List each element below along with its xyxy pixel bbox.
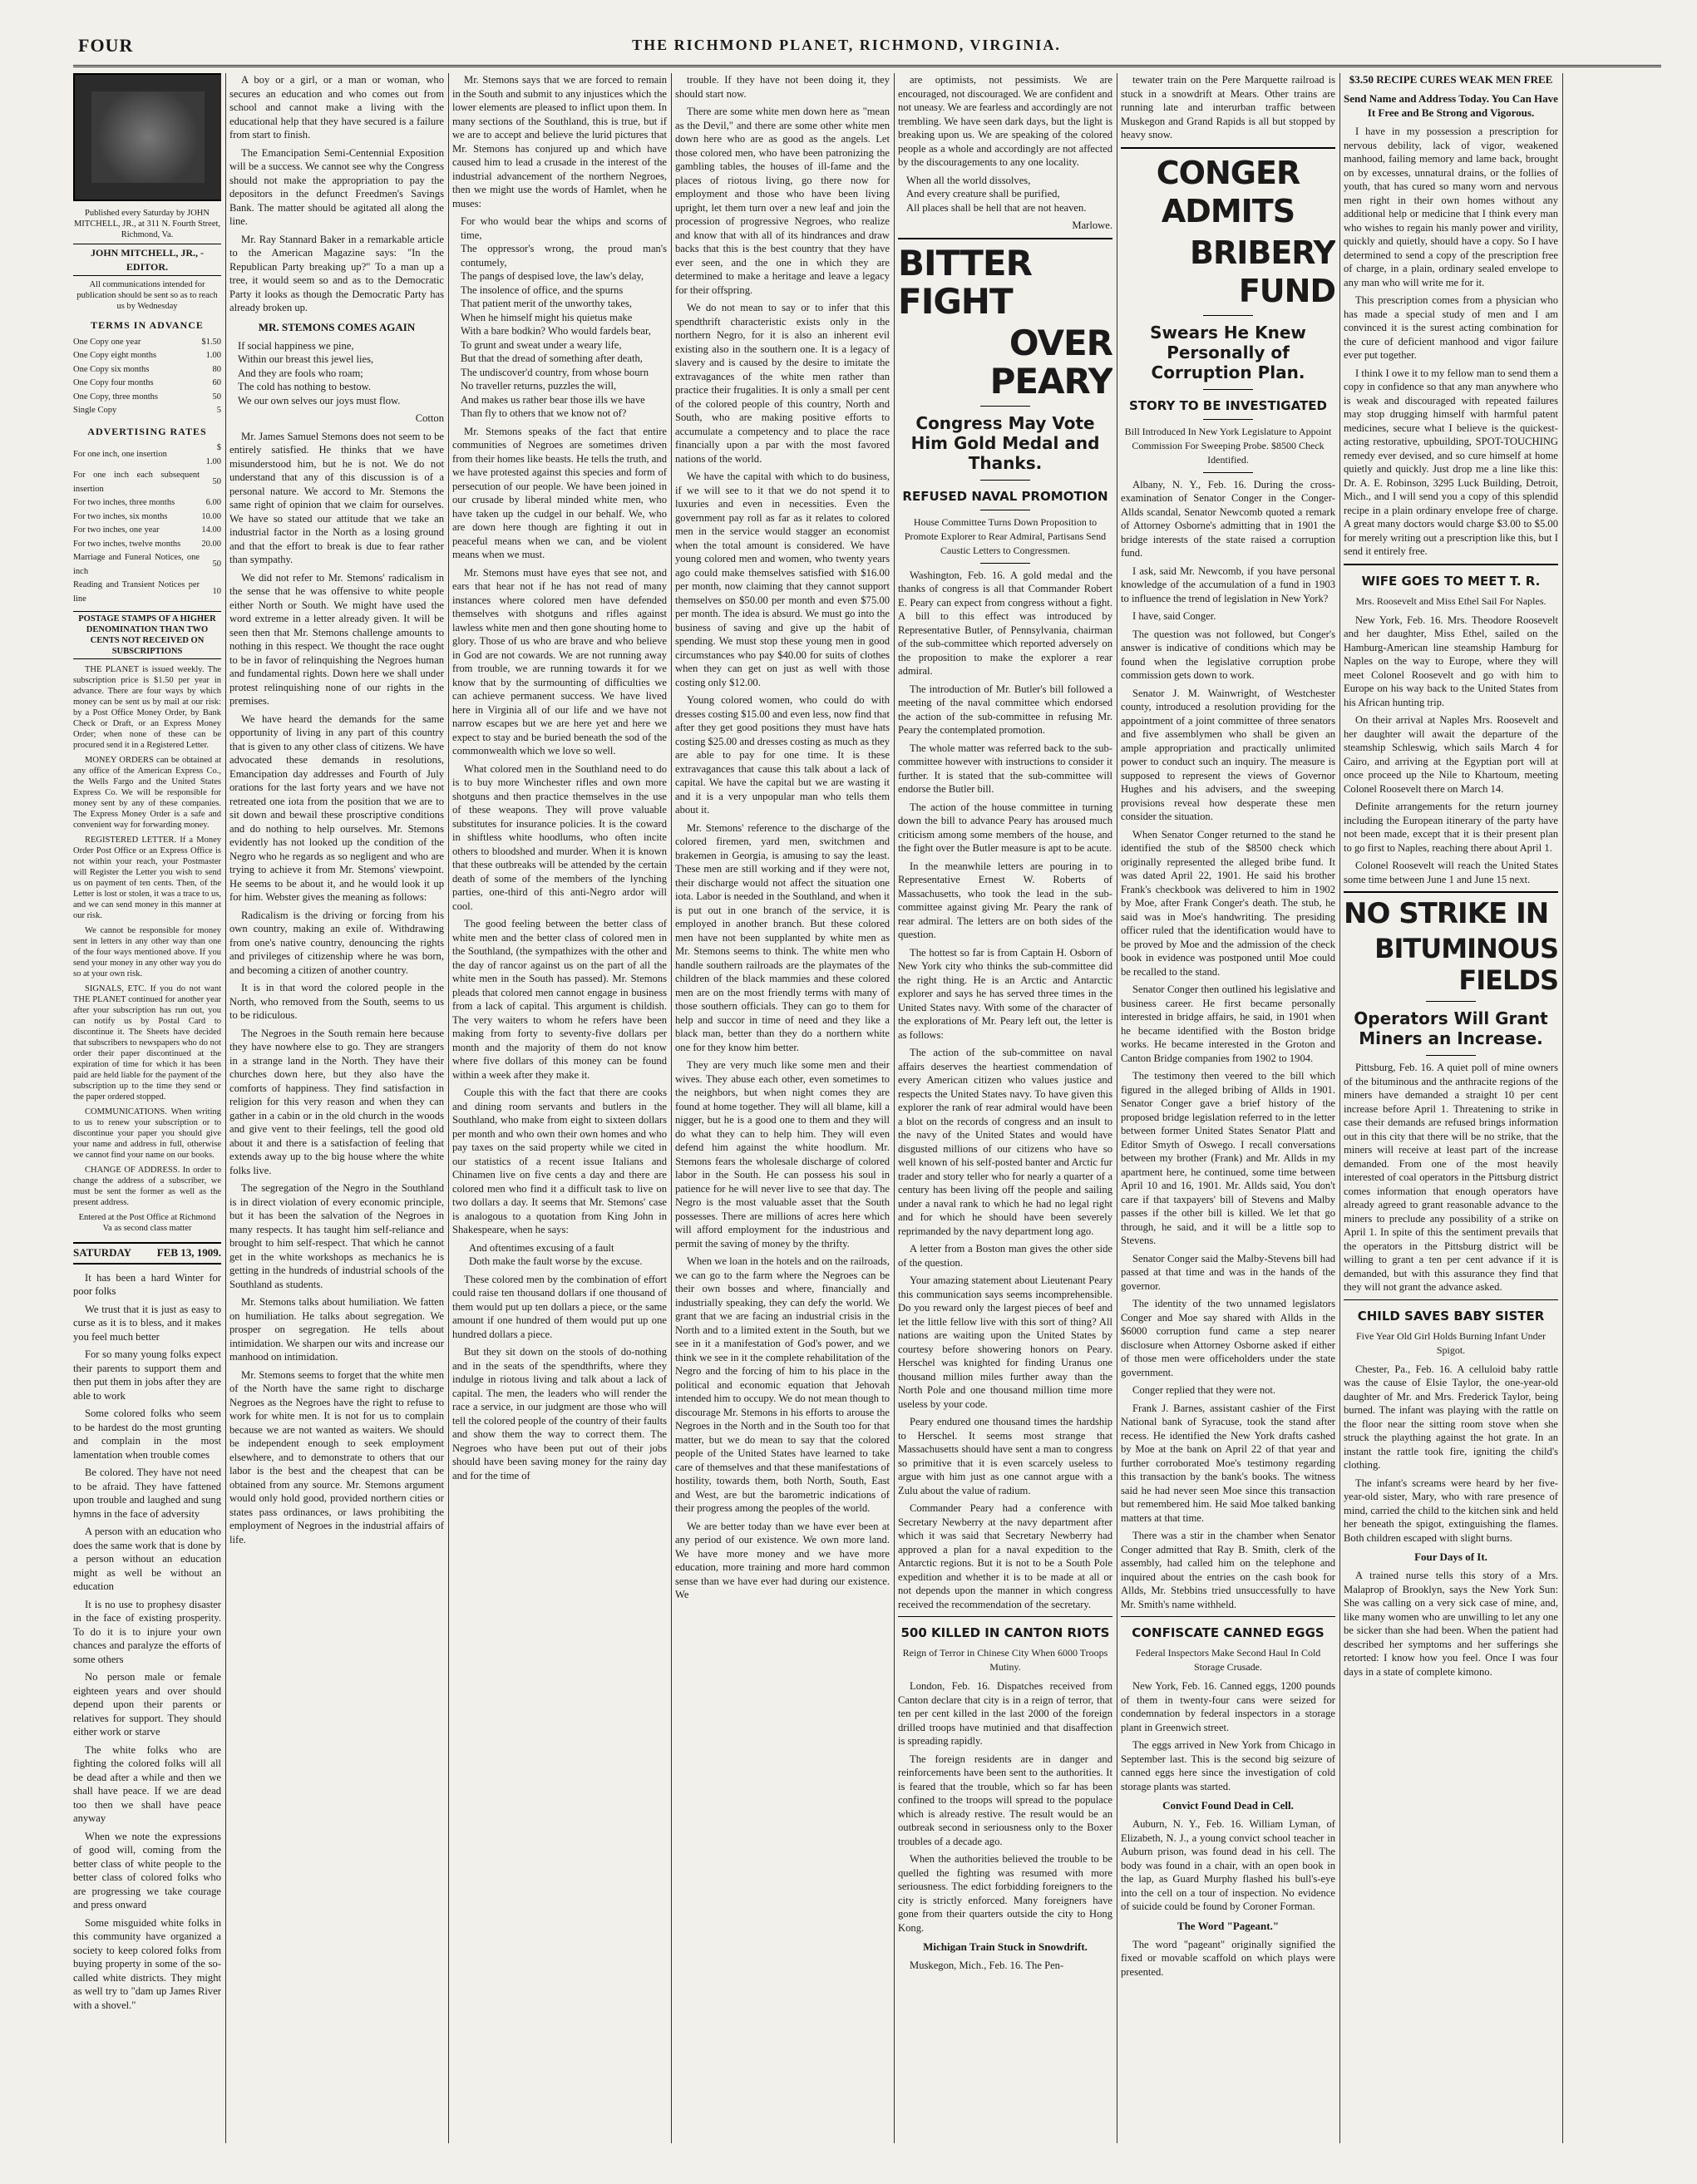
rate-value: $ 1.00 <box>205 443 221 466</box>
rate-label: For two inches, six months <box>73 511 168 521</box>
article-paragraph: What colored men in the Southland need to do is to buy more Winchester rifles and own more shotguns and then practice themselves in the use of these weapons. They will prove valuable substitutes for insurance policies. It is the coward in shiftless white hoodlums, who often incite others to bloodshed and murder. When it is known that these outbreaks will be attended by the certain death of some of the members of the lynching parties, one-third of this anti-Negro ardor will cool. <box>452 762 667 912</box>
story-paragraph: The action of the sub-committee on naval affairs deserves the heartiest commendation of every American citizen who values justice and respects the United States navy. To have given this explorer the rank of rear admiral would have been a blot on the records of congress and an insult to the navy of the United States and would have disgusted millions of our citizens who have so well known of his self-posted banter and Arctic fur trader and story teller who for nearly a quarter of a century has been living off the people and sailing under a naval rank to which he had no legal right and for which he should have been severely reprimanded by the navy department long ago. <box>898 1047 1112 1237</box>
story-paragraph: Washington, Feb. 16. A gold medal and the thanks of congress is all that Commander Robert E. Peary can expect from congress without a fight. A bill to this effect was introduced by Representative Butler, of Pennsylvania, chairman of the sub-committee which reported adversely on the proposition to make the explorer a rear admiral. <box>898 569 1112 677</box>
conger-headline-1: CONGER ADMITS <box>1156 154 1300 229</box>
dateline <box>73 1242 221 1265</box>
editorial-paragraph: Be colored. They have not need to be afraid. They have fattened upon trouble and laughed and sung hymns in the face of adversity <box>73 1467 221 1520</box>
rate-row <box>73 469 221 496</box>
article-paragraph: The Negroes in the South remain here because they have nowhere else to go. They are strangers in a strange land in the North. They have their churches down here, but they also have the comforts of happiness. They find satisfaction in religion for this very reason and when they can gather in a cabin or in the old church in the woods and give vent to their feelings, tell the good old about it and there is a satisfaction of feeling that extends away up to the big house where the white folks live. <box>229 1027 444 1176</box>
child-subhead: Five Year Old Girl Holds Burning Infant Under Spigot. <box>1356 1329 1546 1356</box>
article-paragraph: When we loan in the hotels and on the railroads, we can go to the farm where the Negroes can be their own bosses and where, financially and industrially speaking, they can defy the world. We grant that we are facing an industrial crisis in the North and to a limited extent in the South, but we see in it a manifestation of God's power, and we think we see in it the complete rehabilitation of the Negro and the forcing of him to his place in the political and economic equation that Jehovah intended him to occupy. We do not mean though to discourage Mr. Stemons in his efforts to arouse the Negroes in the North and in the South too for that matter, but we do mean to say that the colored people of the United States have learned to take care of themselves and that these manifestations of hostility, towards them, both North, South, East and West, are but the barometric indications of their progress among the peoples of the world. <box>675 1255 890 1514</box>
dateline-day: SATURDAY <box>73 1246 132 1259</box>
article-paragraph: We have the capital with which to do business, if we will see to it that we do not spend it to luxuries and even in necessities. Even the government pay roll as far as it relates to colored men in the service would stagger an economist when the total amount is considered. We have young colored men and women, who twenty years ago could make themselves satisfied with $16.00 per month, now claiming that they cannot support themselves on $50.00 per month and even $75.00 per month. The idea is absurd. We must go into the business of saving and give up the habit of spending. We must stop these young men in good circumstances who pay $40.00 for suits of clothes when they can get on just as well with those costing only $12.00. <box>675 471 890 688</box>
column-7 <box>1344 73 1558 2143</box>
rate-label: For one inch each subsequent insertion <box>73 471 200 494</box>
article-paragraph: trouble. If they have not been doing it, they should start now. <box>675 74 890 100</box>
rate-label: For two inches, twelve months <box>73 539 181 549</box>
editorial-paragraph: When we note the expressions of good will, coming from the better class of white people to the better class of colored folks who are progressing we take courage and press onward <box>73 1830 221 1910</box>
conger-headline-2: BRIBERY FUND <box>1190 234 1335 309</box>
story-paragraph: The hottest so far is from Captain H. Osborn of New York city who thinks the sub-committee did the right thing. He is an Arctic and Antarctic explorer and says he has served three times in the United States navy. With some of the character of the explorations of Mr. Peary left out, the letter is as follows: <box>898 946 1112 1041</box>
publisher-line: Published every Saturday by JOHN MITCHELL, JR., at 311 N. Fourth Street, Richmond, Va. <box>73 209 221 239</box>
subscription-info <box>73 664 221 1234</box>
canton-story <box>898 1679 1112 1935</box>
article-paragraph: We did not refer to Mr. Stemons' radicalism in the sense that he was offensive to white people either North or South. We might have used the word extreme in a letter already given. It will be seen then that Mr. Stemons challenge amounts to nothing in this respect. We thought the race ought to be in favor of relinquishing the Negroes human and fundamental rights. Down here we shall under protest relinquishing none of our rights in the premises. <box>229 571 444 707</box>
poem-attribution: Marlowe. <box>1072 219 1112 231</box>
story-paragraph: I ask, said Mr. Newcomb, if you have personal knowledge of the accumulation of a fund in 1903 to influence the trend of legislation in New York? <box>1121 564 1335 604</box>
stemons-heading: MR. STEMONS COMES AGAIN <box>258 320 416 333</box>
dateline-date: FEB 13, 1909. <box>156 1246 221 1259</box>
editorial-paragraph: We trust that it is just as easy to curse as it is to bless, and it makes you feel much better <box>73 1303 221 1343</box>
column-4 <box>675 73 890 2143</box>
article-paragraph: They are very much like some men and their wives. They abuse each other, even sometimes to the neighbors, but when night comes they are found at home together. They will all blame, kill a nigger, but he is a good one to them and they will do what they can to help him. They will even defend him against the white hoodlum. Mr. Stemons fears the wholesale discharge of colored labor in the South. He can possess his soul in patience for he will never live to see that day. The Negro is the most valuable asset that the South possesses. There are millions of acres here which will afford employment for the industrious and permit the saving of money by the thrifty. <box>675 1059 890 1250</box>
story-paragraph: The infant's screams were heard by her five-year-old sister, Mary, who with rare presence of mind, carried the child to the kitchen sink and held her beneath the spigot, extinguishing the flames. Both children escaped with slight burns. <box>1344 1477 1558 1544</box>
article-paragraph: Mr. Stemons talks about humiliation. We fatten on humiliation. He talks about segregation. We prosper on segregation. He tells about intimidation. We sharpen our wits and increase our manhood on intimidation. <box>229 1296 444 1363</box>
story-paragraph: There was a stir in the chamber when Senator Conger admitted that Ray B. Smith, clerk of the assembly, had called him on the telephone and inquired about the entries on the cash book for Allds, Mr. Stebbins tried unsuccessfully to have Mr. Smith's name withheld. <box>1121 1530 1335 1610</box>
story-paragraph: Peary endured one thousand times the hardship to Herschel. It seems most strange that Massachusetts should have sent a man to congress so primitive that it is even scarcely useless to argue with him just as one cannot argue with a Zulu about the value of radium. <box>898 1416 1112 1496</box>
rate-value: 14.00 <box>201 525 221 535</box>
story-paragraph: Definite arrangements for the return journey including the European itinerary of the party have not been made, except that it is their present plan to go first to Naples, reaching there about April 1. <box>1344 801 1558 854</box>
rate-value: 5 <box>216 406 221 415</box>
article-paragraph: It is in that word the colored people in the North, who removed from the South, seems to us to be ridiculous. <box>229 982 444 1021</box>
story-paragraph: The identity of the two unnamed legislators Conger and Moe say shared with Allds in the $6000 corruption fund came a step nearer disclosure when Attorney Osborne asked if either of those men were officeholders under the state government. <box>1121 1298 1335 1378</box>
rate-value: 6.00 <box>205 498 221 507</box>
rate-label: For two inches, three months <box>73 498 175 507</box>
rate-row <box>73 579 221 606</box>
ad-paragraph: This prescription comes from a physician who has made a special study of men and I am convinced it is the surest acting combination for the cure of deficient manhood and vigor failure ever put together. <box>1344 294 1558 361</box>
story-paragraph: Senator Conger then outlined his legislative and business career. He first became personally interested in bridge affairs, he said, in 1901 when he became identified with the Boston bridge works. He became interested in the Groton and Canton Bridge companies from 1902 to 1904. <box>1121 984 1335 1064</box>
rate-row <box>73 363 221 377</box>
article-paragraph: Radicalism is the driving or forcing from his own country, making an exile of. Withdrawing from one's native country, denouncing the rights and privileges of citizenship where he was born, and becoming a citizen of another country. <box>229 909 444 976</box>
rate-row <box>73 349 221 363</box>
peary-story <box>898 569 1112 1612</box>
strike-headline-2: BITUMINOUS FIELDS <box>1374 933 1558 996</box>
pageant-headline: The Word "Pageant." <box>1177 1919 1280 1932</box>
rate-row <box>73 336 221 350</box>
rate-row <box>73 510 221 525</box>
rate-value: 50 <box>212 392 221 402</box>
info-paragraph: We cannot be responsible for money sent in letters in any other way than one of the four ways mentioned above. If you send your money in any other way you do so at your own risk. <box>73 926 221 979</box>
communications-note: All communications intended for publication should be sent so as to reach us by Wednesday <box>76 280 218 311</box>
rate-value: $1.50 <box>201 337 221 347</box>
rate-label: For two inches, one year <box>73 525 160 535</box>
article-paragraph: Mr. James Samuel Stemons does not seem to be entirely satisfied. He thinks that we have misunderstood him, but he is not. We do not understand that any of this discussion is of a personal nature. We accord to Mr. Stemons the same right of opinion that we claim for ourselves. We have so stated our attitude that we take an industrial factor in the North as a losing ground and that the effort to break is due to fear rather than sympathy. <box>229 430 444 565</box>
peary-deck: REFUSED NAVAL PROMOTION <box>902 488 1108 504</box>
rate-row <box>73 377 221 391</box>
stemons-article-body <box>229 430 444 1547</box>
rate-value: 20.00 <box>201 539 221 549</box>
rate-value: 50 <box>212 560 221 569</box>
eggs-story <box>1121 1679 1335 1793</box>
article-paragraph: Mr. Ray Stannard Baker in a remarkable article to the American Magazine says: "In the Republican Party breaking up?" To a man up a tree, it would seem so and as to the Democratic Party it looks as though the Democratic Party has already broken up. <box>229 233 444 313</box>
conger-summary: Bill Introduced In New York Legislature to Appoint Commission For Sweeping Probe. $8500 Check Identified. <box>1124 425 1332 466</box>
article-paragraph: But they sit down on the stools of do-nothing and in the seats of the spendthrifts, where they indulge in riotous living and talk about a lack of capital. The men, the leaders who will render the race a service, in our judgment are those who will tell the colored people of the country of their faults and show them the way to correct them. The Negroes who have been put out of their jobs should have been saving money for the rainy day and for the time of <box>452 1346 667 1481</box>
article-paragraph: The good feeling between the better class of white men and the better class of colored men in the Southland, (the sympathizes with the other and the day of rancor against us on the part of all the white men in the South has passed). Mr. Stemons pleads that colored men cannot engage in business from a lack of capital. This argument is childish. The very waiters to whom he refers have been making from forty to seventy-five dollars per month and the majority of them do not know where five dollars of this money can be found within a week after they make it. <box>452 918 667 1081</box>
michigan-headline: Michigan Train Stuck in Snowdrift. <box>923 1940 1088 1953</box>
story-paragraph: A letter from a Boston man gives the other side of the question. <box>898 1243 1112 1269</box>
planet-logo-image <box>73 73 221 201</box>
column-3 <box>452 73 667 2143</box>
info-paragraph: THE PLANET is issued weekly. The subscription price is $1.50 per year in advance. There are four ways by which money can be sent us by mail at our risk: by a Post Office Money Order, by Bank Check or Draft, or an Express Money Order; when none of these can be procured send it in a Registered Letter. <box>73 665 221 750</box>
poem-attribution: Cotton <box>415 412 444 424</box>
rate-value: 10 <box>212 587 221 597</box>
rate-value: 80 <box>212 364 221 374</box>
conger-story <box>1121 478 1335 1612</box>
child-headline: CHILD SAVES BABY SISTER <box>1357 1308 1545 1324</box>
advertising-heading: ADVERTISING RATES <box>87 425 207 437</box>
terms-heading: TERMS IN ADVANCE <box>91 319 204 331</box>
pageant-story: The word "pageant" originally signified the fixed or movable scaffold on which plays were presented. <box>1121 1938 1335 1978</box>
rate-value: 1.00 <box>205 351 221 360</box>
editorial-paragraph: It is no use to prophesy disaster in the face of existing prosperity. To do it is to injure your own chances and paralyze the efforts of some others <box>73 1598 221 1665</box>
peary-headline-1: BITTER FIGHT <box>898 242 1032 322</box>
eggs-subhead: Federal Inspectors Make Second Haul In Cold Storage Crusade. <box>1135 1647 1321 1673</box>
story-paragraph: The question was not followed, but Conger's answer is indicative of conditions which may be found when the legislative corruption probe commission gets down to work. <box>1121 628 1335 681</box>
four-days-story: A trained nurse tells this story of a Mrs. Malaprop of Brooklyn, says the New York Sun: She was calling on a very sick case of mine, and, like many women who are unwilling to let any one be sicker than she had been. When the patient had described her symptoms and her sufferings she retorted: I know how you feel. Once I was four days in a state of complete kimono. <box>1344 1570 1558 1678</box>
article-continued-b <box>452 425 667 1237</box>
peary-headline-2: OVER PEARY <box>989 322 1112 402</box>
convict-story: Auburn, N. Y., Feb. 16. William Lyman, of Elizabeth, N. J., a young convict school teacher in Auburn prison, was found dead in his cell. The body was found in a chair, with an open book in the lap, as Guard Murphy flashed his bull's-eye into the cell on a tour of inspection. No evidence of suicide could be found by Coroner Forman. <box>1121 1818 1335 1912</box>
roosevelt-subhead: Mrs. Roosevelt and Miss Ethel Sail For Naples. <box>1355 594 1547 607</box>
article-paragraph: Mr. Stemons seems to forget that the white men of the North have the same right to discharge Negroes as the Negroes have the right to refuse to work for white men. It is not for us to complain because we are not wanted as waiters. We should be independent enough to seek employment elsewhere, and to demonstrate to others that our labor is the best and the cheapest that can be obtained from any source. Mr. Stemons argument would only hold good, provided northern cities or states pass ordinances, or laws prohibiting the employment of Negroes in the industrial affairs of life. <box>229 1368 444 1546</box>
strike-story: Pittsburg, Feb. 16. A quiet poll of mine owners of the bituminous and the anthracite regions of the miners have demanded a straight 10 per cent increase before April 1. Threatening to strike in case their demands are refused brings information out in this city that there will be no strike, that the miners will receive at least part of the increase demanded. From one of the most heavily interested of coal operators in the Pittsburg district comes information that enough operators have already agreed to grant reasonable advance to the miners to preclude any possibility of a strike on April 1. In spite of this the sentiment prevails that the operators in the Pittsburg district will be willing to grant a ten per cent advance if it is demanded, but with this assurance they find that they will not grant the advance asked. <box>1344 1062 1558 1293</box>
story-paragraph: New York, Feb. 16. Canned eggs, 1200 pounds of them in twenty-four cans were seized for condemnation by federal inspectors in a storage plant in Greenwich street. <box>1121 1680 1335 1733</box>
rate-label: One Copy four months <box>73 378 154 387</box>
rate-value: 50 <box>212 477 221 487</box>
ad-subhead: Send Name and Address Today. You Can Have It Free and Be Strong and Vigorous. <box>1344 92 1558 119</box>
info-paragraph: SIGNALS, ETC. If you do not want THE PLANET continued for another year after your subscription has run out, you can notify us by Postal Card to discontinue it. The Sheets have decided that subscribers to newspapers who do not order their paper discontinued at the expiration of time for which it has been paid are held liable for the payment of the subscription up to the time they send or the paper ordered stopped. <box>73 984 221 1102</box>
editorial-paragraph: Some misguided white folks in this community have organized a society to keep colored folks from buying property in some of the so-called white districts. They might as well try to "dam up James River with a shovel." <box>73 1916 221 2011</box>
story-paragraph: Senator J. M. Wainwright, of Westchester county, introduced a resolution providing for the appointment of a joint committee of three senators and five assemblymen who shall be given an ample appropriation and practically unlimited power to conduct such an inquiry. The measure is supposed to represent the views of Governor Hughes and his advisers, and the sweeping provisions reveal how desperate these men consider the situation. <box>1121 687 1335 822</box>
story-paragraph: Albany, N. Y., Feb. 16. During the cross-examination of Senator Conger in the Conger-Allds scandal, Senator Newcomb quoted a remark of Attorney Osborne's admitting that in 1901 the bridge interests of the state raised a corruption fund. <box>1121 478 1335 559</box>
info-paragraph: REGISTERED LETTER. If a Money Order Post Office or an Express Office is not within your reach, your Postmaster will Register the Letter you wish to send us on payment of ten cents. Then, of the Letter is lost or stolen, it was a trace to us, and we can send money in this manner at our risk. <box>73 836 221 920</box>
story-paragraph: On their arrival at Naples Mrs. Roosevelt and her daughter will await the departure of the steamship Schleswig, which sails March 4 for Cairo, and arriving at the Egyptian port will at once proceed up the Nile to Khartoum, meeting Colonel Roosevelt there on March 14. <box>1344 714 1558 795</box>
article-paragraph: The Emancipation Semi-Centennial Exposition will be a success. We cannot see why the Congress should not make the appropriation to pay the depositors in the defunct Freedmen's Savings Bank. The matter should be agitated all along the line. <box>229 146 444 227</box>
king-john-quote: And oftentimes excusing of a fault Doth make the fault worse by the excuse. <box>469 1241 643 1267</box>
canton-headline: 500 KILLED IN CANTON RIOTS <box>900 1625 1110 1640</box>
rate-label: One Copy, three months <box>73 392 158 402</box>
story-paragraph: Frank J. Barnes, assistant cashier of the First National bank of Syracuse, took the stand after recess. He identified the New York drafts cashed by Moe at the bank on April 22 of that year and further corroborated Moe's testimony regarding this transaction by the bank's books. The witness said he had never seen Moe since this transaction but remembered him. He said Moe talked banking matters at that time. <box>1121 1402 1335 1524</box>
article-paragraph: We have heard the demands for the same opportunity of living in any part of this country that is given to any other class of citizens. We have advocated these demands in resolutions, Emancipation day addresses and Fourth of July orations for the last forty years and we have not retreated one iota from the position that we are to sit down and bewail these proscriptive conditions and do nothing to help ourselves. Mr. Stemons evidently has not looked up the condition of the Negro who he regards as so negligent and who are trying to achieve it from Mr. Stemons' viewpoint. He seems to be about it, and he would look it up for him. Webster gives the meaning as follows: <box>229 712 444 903</box>
entered-notice: Entered at the Post Office at Richmond Va as second class matter <box>78 1213 216 1233</box>
article-paragraph: These colored men by the combination of effort could raise ten thousand dollars if one thousand of them would put up ten dollars a piece, or the same amount if one hundred of them would put up one hundred dollars a piece. <box>452 1273 667 1340</box>
editorial-paragraph: For so many young folks expect their parents to support them and then put them in jobs after they are able to work <box>73 1348 221 1402</box>
article-paragraph: We are better today than we have ever been at any period of our existence. We own more land. We have more money and we have more education, more training and more hard common sense than we have ever had during our existence. We <box>675 1520 890 1600</box>
rate-label: Marriage and Funeral Notices, one inch <box>73 553 200 576</box>
masthead-bar <box>73 28 1661 67</box>
child-story <box>1344 1363 1558 1546</box>
ad-headline: $3.50 RECIPE CURES WEAK MEN FREE <box>1349 73 1553 86</box>
article-paragraph: Couple this with the fact that there are cooks and dining room servants and butlers in the Southland, who make from eight to sixteen dollars per month and who own their own homes and who pay taxes on the said property while we cited in our statistics of a recent issue Italians and Chinamen live on five cents a day and there are colored men who find it a difficult task to live on two dollars a day. It seems that Mr. Stemons' case is analogous to a quotation from King John in Shakespeare, when he says: <box>452 1087 667 1235</box>
rate-row <box>73 391 221 405</box>
story-paragraph: In the meanwhile letters are pouring in to Representative Ernest W. Roberts of Massachusetts, who took the lead in the sub-committee against giving Mr. Peary the rank of rear admiral. The letters are on both sides of the question. <box>898 860 1112 940</box>
rate-label: Reading and Transient Notices per line <box>73 580 200 604</box>
poem: If social happiness we pine, Within our breast this jewel lies, And they are fools who roam; The cold has nothing to bestow. We our own selves our joys must flow. <box>238 339 401 407</box>
newspaper-page <box>73 28 1661 2157</box>
editorial-paragraph: Some colored folks who seem to be hardest do the most grunting and complain in the most lamentation when trouble comes <box>73 1408 221 1461</box>
story-paragraph: Conger replied that they were not. <box>1132 1384 1276 1396</box>
column-2 <box>229 73 444 2143</box>
info-paragraph: MONEY ORDERS can be obtained at any office of the American Express Co., the Wells Fargo and the United States Express Co. We will be responsible for money sent by any of these companies. The Express Money Order is a safe and convenient way for forwarding money. <box>73 756 221 830</box>
paper-title-line: THE RICHMOND PLANET, RICHMOND, VIRGINIA. <box>632 37 1061 53</box>
info-paragraph: COMMUNICATIONS. When writing to us to renew your subscription or to discontinue your paper you should give your name and address in full, otherwise we cannot find your name on our books. <box>73 1107 221 1160</box>
story-paragraph: New York, Feb. 16. Mrs. Theodore Roosevelt and her daughter, Miss Ethel, sailed on the Hamburg-American line steamship Hamburg for Naples on the way to Europe, where they will meet Colonel Roosevelt and go with him to Europe on his way back to the United States from his African hunting trip. <box>1344 614 1558 708</box>
column-1 <box>73 73 221 2143</box>
peary-subhead: Congress May Vote Him Gold Medal and Thanks. <box>910 412 1100 473</box>
column-5 <box>898 73 1112 2143</box>
article-paragraph: Mr. Stemons says that we are forced to remain in the South and submit to any injustices which the lower elements are pleased to inflict upon them. In many sections of the Southland, this is true, but if we are to accept and believe the lurid pictures that Mr. Stemons has conjured up and which have caused him to lead a crusade in the interest of the industrial advancement of the northern Negroes, then we might use the words of Hamlet, when he muses: <box>452 74 667 210</box>
article-paragraph: There are some white men down here as "mean as the Devil," and there are some other white men down here who are as good as the angels. Let those colored men, who have been patronizing the gambling tables, the houses of ill-fame and the places of riotous living, go there now for employment and those who have been living upright, let them turn over a new leaf and join the procession of progressive Negroes, who realize and know that with all of its hindrances and draw backs that this is the best country that they have ever seen, and the one in which they are determined to make a heritage and leave a legacy for their offspring. <box>675 106 890 296</box>
michigan-story: Muskegon, Mich., Feb. 16. The Pen- <box>910 1960 1064 1971</box>
rate-row <box>73 551 221 579</box>
rate-row <box>73 496 221 510</box>
editorial-paragraph: A person with an education who does the same work that is done by a person without an education might as well be without an education <box>73 1526 221 1592</box>
postage-notice: POSTAGE STAMPS OF A HIGHER DENOMINATION THAN TWO CENTS NOT RECEIVED ON SUBSCRIPTIONS <box>73 611 221 659</box>
article-continued-c <box>452 1273 667 1483</box>
rate-value: 60 <box>212 378 221 387</box>
article-paragraph: We do not mean to say or to infer that this spendthrift characteristic exists only in the northern Negro, for it is also an inherent evil existing also in the southern one. It is a legacy of slavery and is caused by the desire to imitate the extravagances of the white men rather than practice their frugalities. It is only a small per cent of the colored people of this country, North and South, who are making positive efforts to accumulate a competency and to place the race financially upon a par with the most favored nations of the world. <box>675 302 890 465</box>
article-paragraph: The segregation of the Negro in the Southland is in direct violation of every economic principle, but it has been the salvation of the Negroes in many respects. It has taught him self-reliance and brought to him self-respect. That which he cannot get in the white workshops as mechanics he is getting in the hundreds of industrial schools of the Southland as students. <box>229 1182 444 1290</box>
story-paragraph: Senator Conger said the Malby-Stevens bill had passed at that time and was in the hands of the governor. <box>1121 1252 1335 1292</box>
roosevelt-headline: WIFE GOES TO MEET T. R. <box>1361 573 1541 589</box>
story-paragraph: Commander Peary had a conference with Secretary Newberry at the navy department after which it was said that Secretary Newberry had approved a plan for a naval expedition to the Antarctic regions. But it is not to be a South Pole expedition and whether it is to be made at all or not depends upon the manner in which congress received the recommendation of the secretary. <box>898 1502 1112 1610</box>
story-paragraph: London, Feb. 16. Dispatches received from Canton declare that city is in a reign of terror, that ten per cent killed in the last 2000 of the foreign drilled troops have mutinied and that disaffection is spreading rapidly. <box>898 1680 1112 1747</box>
rate-label: One Copy eight months <box>73 351 157 360</box>
convict-headline: Convict Found Dead in Cell. <box>1162 1799 1294 1812</box>
article-continued-d <box>675 73 890 1602</box>
story-paragraph: When Senator Conger returned to the stand he identified the stub of the $8500 check which originally represented the alleged bribe fund. It was dated April 22, 1901. He said his brother Frank's checkbook was delivered to him in 1902 by Moe, after Frank Conger's death. The stub, he said was in Moe's handwriting. The presiding officer ruled that the identification would have to be proved by Moe and the admission of the check book in evidence was postponed until Moe could be recalled to the stand. <box>1121 828 1335 978</box>
four-days-headline: Four Days of It. <box>1414 1550 1487 1563</box>
rate-label: One Copy one year <box>73 337 141 347</box>
column-8-edge <box>1566 73 1661 2143</box>
article-end: are optimists, not pessimists. We are encouraged, not discouraged. We are confident and not uneasy. We are fearless and accordingly are not trembling. We have seen dark days, but the light is breaking upon us. We are speaking of the colored people as a whole and accordingly are not affected by the discouragements to any one locality. <box>898 74 1112 168</box>
article-paragraph: Mr. Stemons' reference to the discharge of the colored firemen, yard men, switchmen and brakemen in Georgia, is amusing to say the least. These men are still working and if they were not, their discharge would not affect the situation one iota. Labor is needed in the Southland, and when it is put out in one branch of the service, it is employed in another branch. But these colored men have not been supplanted by white men as Mr. Stemons seems to think. The white men who handle southern railroads are the playmates of the children of the black mammies and these colored men are on the most friendly terms with many of those southern officials. They can go to them for help and succor in time of need and they like a black man, better than they do a northern white one for they know him better. <box>675 821 890 1053</box>
article-paragraph: A boy or a girl, or a man or woman, who secures an education and who comes out from school and cannot make a living with the educational help that they have secured is a failure from start to finish. <box>229 74 444 141</box>
rates-table <box>73 441 221 606</box>
hamlet-poem: For who would bear the whips and scorns of time, The oppressor's wrong, the proud man's contumely, The pangs of despised love, the law's delay, The insolence of office, and the spurns That patient merit of the unworthy takes, When he himself might his quietus make With a bare bodkin? Who would fardels bear, To grunt and sweat under a weary life, But that the dread of something after death, The undiscover'd country, from whose bourn No traveller returns, puzzles the will, And makes us rather bear those ills we have Than fly to others that we know not of? <box>461 215 667 419</box>
story-paragraph: The foreign residents are in danger and reinforcements have been sent to the authorities. It is feared that the trouble, which so far has been confined to the troops will spread to the populace which is already restive. The result would be an outbreak second in seriousness only to the Boxer troubles of a decade ago. <box>898 1753 1112 1847</box>
strike-headline-1: NO STRIKE IN <box>1344 897 1549 930</box>
conger-subhead: Swears He Knew Personally of Corruption Plan. <box>1150 322 1306 382</box>
rate-value: 10.00 <box>201 511 221 521</box>
editorial-paragraph: The white folks who are fighting the colored folks will all be dead after a while and then we shall have peace. If we are dead too then we shall have peace anyway <box>73 1743 221 1824</box>
rate-row <box>73 538 221 552</box>
conger-deck: STORY TO BE INVESTIGATED <box>1128 397 1327 413</box>
michigan-story-continued: tewater train on the Pere Marquette railroad is stuck in a snowdrift at Mears. Other trains are running late and interurban traffic between Muskegon and Grand Rapids is all but stopped by heavy snow. <box>1121 74 1335 141</box>
rate-row <box>73 441 221 469</box>
story-paragraph: The action of the house committee in turning down the bill to advance Peary has aroused much criticism among some members of the house, and the fight over the Butler measure is apt to be acute. <box>898 801 1112 854</box>
terms-table <box>73 336 221 418</box>
editor-line: JOHN MITCHELL, JR., - EDITOR. <box>73 244 221 276</box>
editorial-paragraph: It has been a hard Winter for poor folks <box>73 1271 221 1297</box>
story-paragraph: Colonel Roosevelt will reach the United States some time between June 1 and June 15 next. <box>1344 860 1558 885</box>
story-paragraph: I have, said Conger. <box>1132 610 1216 622</box>
story-paragraph: Chester, Pa., Feb. 16. A celluloid baby rattle was the cause of Elsie Taylor, the one-year-old daughter of Mr. and Mrs. Frederick Taylor, being burned. The infant was playing with the rattle on the floor near the sitting room stove when she struck the plaything against the hot grate. In an instant the rattle took fire, igniting the child's clothing. <box>1344 1363 1558 1471</box>
ad-paragraph: I have in my possession a prescription for nervous debility, lack of vigor, weakened manhood, failing memory and lame back, brought on by excesses, unnatural drains, or the follies of youth, that has cured so many worn and nervous men right in their own homes without any additional help or medicine that I think every man who wishes to regain his manly power and virility, quickly and quietly, should have a copy. So I have determined to send a copy of the prescription free of charge, in a plain, ordinary sealed envelope to any man who will write me for it. <box>1344 126 1558 288</box>
marlowe-poem: When all the world dissolves, And every creature shall be purified, All places shall be hell that are not heaven. <box>906 174 1087 214</box>
peary-summary: House Committee Turns Down Proposition to Promote Explorer to Rear Admiral, Partisans Send Caustic Letters to Congressmen. <box>904 515 1107 556</box>
column-6 <box>1121 73 1335 2143</box>
ad-paragraph: I think I owe it to my fellow man to send them a copy in confidence so that any man anywhere who is weak and discouraged with repeated failures may stop drugging himself with harmful patent medicines, secure what I believe is the quickest-acting restorative, upbuilding, SPOT-TOUCHING remedy ever devised, and so cure himself at home quietly and quickly. Just drop me a line like this: Dr. A. E. Robinson, 3295 Luck Building, Detroit, Mich., and I will send you a copy of this splendid recipe in a plain ordinary envelope free of charge. A great many doctors would charge $3.00 to $5.00 for merely writing out a prescription like this, but I send it entirely free. <box>1344 367 1558 557</box>
rate-label: For one inch, one insertion <box>73 450 167 460</box>
canton-subhead: Reign of Terror in Chinese City When 6000 Troops Mutiny. <box>902 1647 1108 1673</box>
story-paragraph: The testimony then veered to the bill which figured in the alleged bribing of Allds in 1901. Senator Conger gave a brief history of the proposed bridge legislation referred to in the letter between former United States Senator Platt and Editor Smyth of Oswego. I recall conversations between my brother (Frank) and Mr. Allds in my apartment here, he continued, some time between April 10 and 16, 1901. Mr. Allds said, You don't care if that taxpayers' bill of Stevens and Malby passes if the other bill is killed. We let that go through, he said, and it will be a little sop to Stevens. <box>1121 1070 1335 1246</box>
rate-row <box>73 524 221 538</box>
strike-subhead: Operators Will Grant Miners an Increase. <box>1354 1008 1548 1048</box>
eggs-headline: CONFISCATE CANNED EGGS <box>1132 1625 1325 1640</box>
story-paragraph: The whole matter was referred back to the sub-committee however with instructions to consider it further. It is stated that the sub-committee will endorse the Butler bill. <box>898 742 1112 795</box>
article-continued-a <box>452 73 667 210</box>
article-paragraph: Mr. Stemons must have eyes that see not, and ears that hear not if he has not read of many instances where colored men have defended themselves with shotguns and rifles against lawless white men and then gone shouting home to glory. Those of us who are brave and who believe in God are not cowards. We are not running away from trouble, we are running towards it for we know that by the surmounting of difficulties we can achieve permanent success. We have lived here in Virginia all of our life and we have not narrow escapes but we are here yet and here we expect to stay and be buried beneath the sod of the commonwealth which we love so well. <box>452 566 667 757</box>
page-number: FOUR <box>78 35 134 56</box>
story-paragraph: Your amazing statement about Lieutenant Peary this communication says seems incomprehensible. Do you reward only the largest pieces of beef and let the little fellow live with this sort of thing? All nations are waiting upon the United States by courtesy before showering honors on Peary. Herschel was knighted for finding Uranus one thousand million miles further away than the North Pole and one thousand million time more useless by your code. <box>898 1274 1112 1410</box>
roosevelt-story <box>1344 614 1558 887</box>
rate-row <box>73 404 221 418</box>
article-paragraph: Mr. Stemons speaks of the fact that entire communities of Negroes are sometimes driven from their homes like beasts. He tells the truth, and we have protested against this species and form of persecution of our people. We have been joined in our crusade by liberal minded white men, who have taken up the cudgel in our behalf. We, who are down here though are fighting it out in peaceful means when we can, and be violent means when we must. <box>452 425 667 560</box>
editorial-paragraph: No person male or female eighteen years and over should depend upon their parents or relatives for support. They should either work or starve <box>73 1671 221 1738</box>
rate-label: One Copy six months <box>73 364 150 374</box>
rate-label: Single Copy <box>73 406 117 415</box>
ad-body <box>1344 125 1558 559</box>
editorial-paragraphs <box>73 1271 221 2013</box>
article-paragraph: Young colored women, who could do with dresses costing $15.00 and even less, now find that after they get good positions they must have hats costing $25.00 and dresses costing as much as they are able to pay for one time. It is these extravagances that cause this talk about a lack of capital. We have the capital but we are wasting it and it is a very unpopular man who tells them about it. <box>675 694 890 816</box>
info-paragraph: CHANGE OF ADDRESS. In order to change the address of a subscriber, we must be sent the former as well as the present address. <box>73 1166 221 1207</box>
story-paragraph: The introduction of Mr. Butler's bill followed a meeting of the naval committee which endorsed the action of the sub-committee in refusing Mr. Peary the contemplated promotion. <box>898 683 1112 736</box>
story-paragraph: The eggs arrived in New York from Chicago in September last. This is the second big seizure of canned eggs here since the investigation of cold storage plants was started. <box>1121 1739 1335 1792</box>
story-paragraph: When the authorities believed the trouble to be quelled the fighting was resumed with more seriousness. The edict forbidding foreigners to the city is strictly enforced. Many foreigners have gone from their quarters outside the city to Hong Kong. <box>898 1853 1112 1934</box>
